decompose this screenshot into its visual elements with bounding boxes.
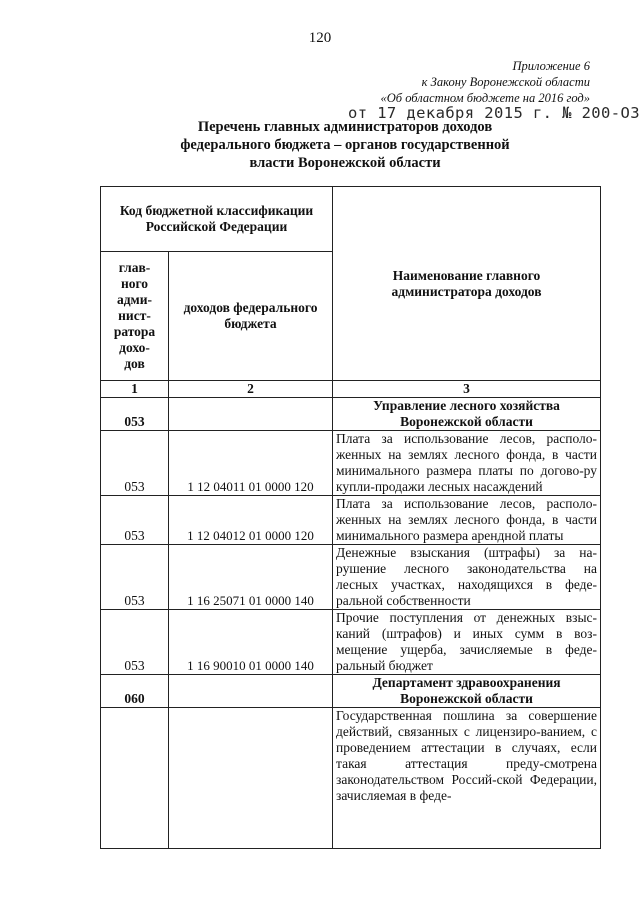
revenue-code	[169, 708, 333, 849]
header-word: ного	[120, 276, 149, 291]
header-word: ратора	[113, 324, 156, 339]
header-word: дов	[124, 356, 145, 371]
column-number: 2	[169, 381, 333, 398]
department-name	[333, 675, 601, 708]
table-row	[101, 496, 601, 545]
table-row	[101, 545, 601, 610]
header-main-administrator	[101, 252, 169, 381]
header-word: дохо-	[119, 340, 150, 355]
department-name-line: Воронежской области	[400, 691, 533, 706]
header-administrator-name: Наименование главного администратора доходов	[333, 187, 601, 381]
department-code: 053	[101, 398, 169, 431]
department-name-line: Воронежской области	[400, 414, 533, 429]
empty-cell	[169, 398, 333, 431]
document-title	[160, 118, 530, 172]
title-line: Перечень главных администраторов доходов	[197, 119, 493, 135]
administrator-code: 053	[101, 431, 169, 496]
revenue-description: Плата за использование лесов, располо-женных на землях лесного фонда, в части минимального размера платы по догово-ру купли-продажи лесных насаждений	[333, 431, 601, 496]
header-budget-code: Код бюджетной классификации Российской Федерации	[101, 187, 333, 252]
table-row	[101, 610, 601, 675]
department-row	[101, 675, 601, 708]
header-federal-revenue: доходов федерального бюджета	[169, 252, 333, 381]
column-number: 3	[333, 381, 601, 398]
table-row	[101, 708, 601, 849]
revenue-code: 1 12 04012 01 0000 120	[169, 496, 333, 545]
department-name-line: Управление лесного хозяйства	[373, 398, 560, 413]
revenue-description: Государственная пошлина за совершение действий, связанных с лицензиро-ванием, с проведением аттестации в случаях, если такая аттестация преду-смотрена законодательством Россий-ской Федерации, зачисляемая в феде-	[333, 708, 601, 849]
appendix-line: «Об областном бюджете на 2016 год»	[380, 91, 590, 105]
appendix-line: Приложение 6	[512, 59, 590, 73]
revenue-description: Денежные взыскания (штрафы) за на-рушение лесного законодательства на лесных участках, находящихся в феде-ральной собственности	[333, 545, 601, 610]
column-numbers-row	[101, 381, 601, 398]
title-line: федерального бюджета – органов государственной	[180, 137, 510, 153]
revenue-code: 1 16 25071 01 0000 140	[169, 545, 333, 610]
empty-cell	[169, 675, 333, 708]
appendix-line: к Закону Воронежской области	[421, 75, 590, 89]
appendix-note	[381, 58, 590, 106]
header-word: нист-	[118, 308, 151, 323]
revenue-description: Прочие поступления от денежных взыс-каний (штрафов) и иных сумм в воз-мещение ущерба, зачисляемые в феде-ральный бюджет	[333, 610, 601, 675]
revenue-description: Плата за использование лесов, располо-женных на землях лесного фонда, в части минимального размера арендной платы	[333, 496, 601, 545]
column-number: 1	[101, 381, 169, 398]
administrator-code	[101, 708, 169, 849]
revenue-code: 1 12 04011 01 0000 120	[169, 431, 333, 496]
table-row	[101, 431, 601, 496]
title-line: власти Воронежской области	[249, 155, 441, 171]
date-stamp: от 17 декабря 2015 г. № 200-ОЗ	[348, 104, 640, 122]
page-number: 120	[308, 30, 332, 46]
administrator-code: 053	[101, 496, 169, 545]
administrator-code: 053	[101, 545, 169, 610]
revenue-code: 1 16 90010 01 0000 140	[169, 610, 333, 675]
department-name	[333, 398, 601, 431]
header-word: глав-	[118, 260, 151, 275]
department-name-line: Департамент здравоохранения	[372, 675, 561, 690]
department-row	[101, 398, 601, 431]
table-header-row	[101, 187, 601, 252]
administrator-code: 053	[101, 610, 169, 675]
header-word: адми-	[116, 292, 153, 307]
department-code: 060	[101, 675, 169, 708]
administrators-table	[100, 186, 601, 849]
